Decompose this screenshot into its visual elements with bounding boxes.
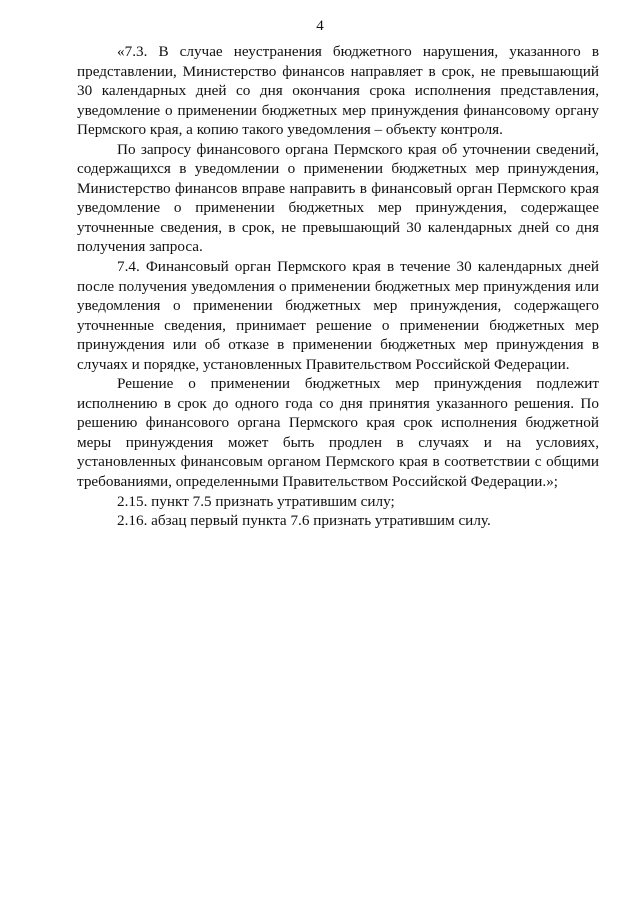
page-number: 4	[316, 18, 324, 34]
paragraph-2-15: 2.15. пункт 7.5 признать утратившим силу;	[117, 492, 395, 510]
paragraph-7-4: 7.4. Финансовый орган Пермского края в течение 30 календарных дней после получения уведомления о применении бюджетных мер принуждения или уведомления о применении бюджетных мер принуждения, содержащего уточненные сведения, принимает решение о применении бюджетных мер принуждения или об отказе в применении бюджетных мер принуждения в случаях и порядке, установленных Правительством Российской Федерации.	[77, 258, 599, 373]
paragraph-decision-execution: Решение о применении бюджетных мер принуждения подлежит исполнению в срок до одного года со дня принятия указанного решения. По решению финансового органа Пермского края срок исполнения бюджетной меры принуждения может быть продлен в случаях и на условиях, установленных финансовым органом Пермского края в соответствии с общими требованиями, определенными Правительством Российской Федерации.»;	[77, 375, 599, 491]
paragraph-request-clarification: По запросу финансового органа Пермского края об уточнении сведений, содержащихся в уведомлении о применении бюджетных мер принуждения, Министерство финансов вправе направить в финансовый орган Пермского края уведомление о применении бюджетных мер принуждения, содержащее уточненные сведения, в срок, не превышающий 30 календарных дней со дня получения запроса.	[77, 140, 599, 256]
paragraph-2-16: 2.16. абзац первый пункта 7.6 признать утратившим силу.	[117, 512, 491, 530]
paragraph-7-3: «7.3. В случае неустранения бюджетного нарушения, указанного в представлении, Министерство финансов направляет в срок, не превышающий 30 календарных дней со дня окончания срока исполнения представления, уведомление о применении бюджетных мер принуждения финансовому органу Пермского края, а копию такого уведомления – объекту контроля.	[77, 43, 599, 139]
document-body	[77, 42, 599, 531]
